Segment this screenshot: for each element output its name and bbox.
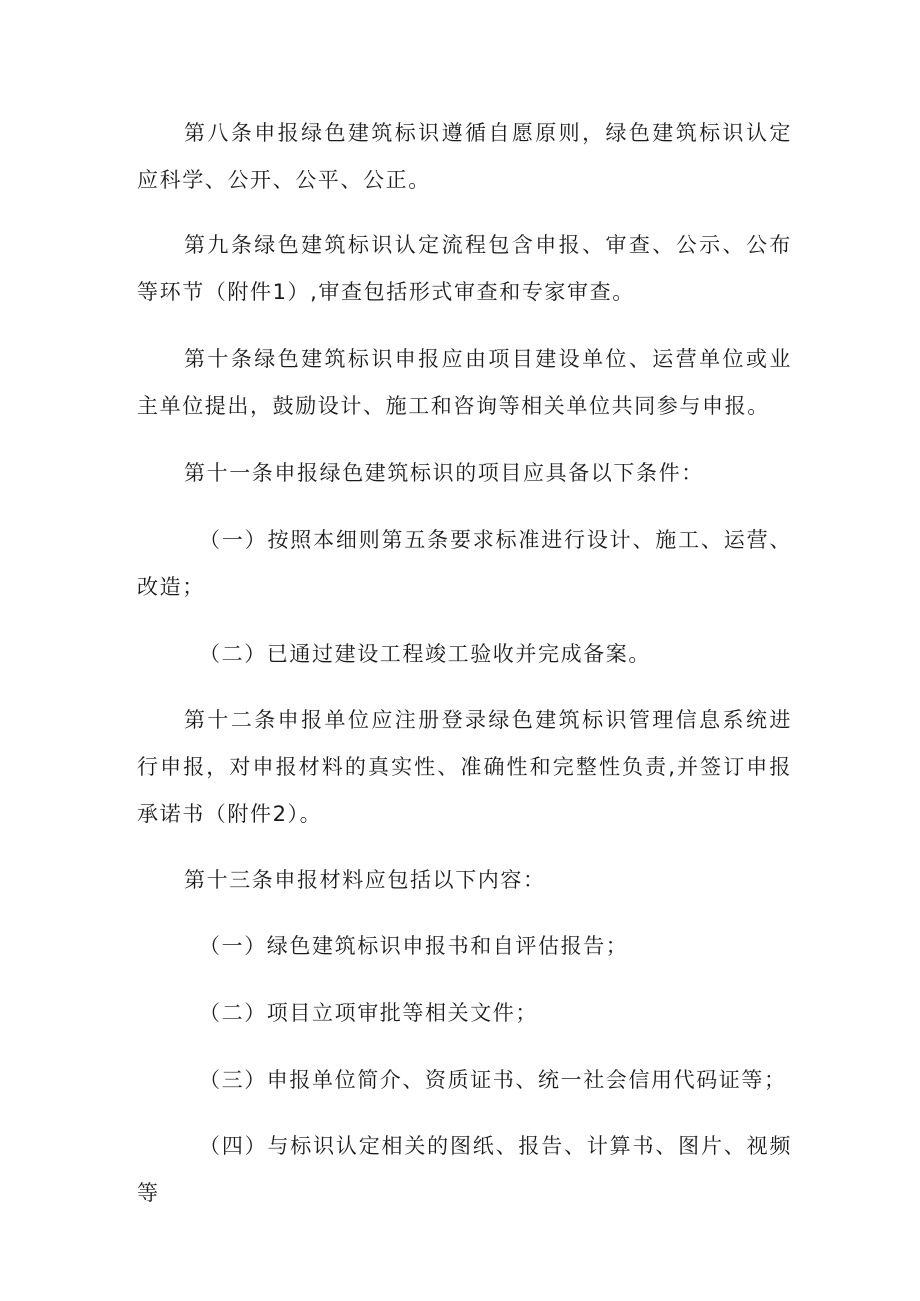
article-8-paragraph: 第八条申报绿色建筑标识遵循自愿原则，绿色建筑标识认定应科学、公开、公平、公正。 <box>137 121 792 192</box>
article-13-item-2: （二）项目立项审批等相关文件； <box>199 1001 538 1025</box>
article-10-paragraph: 第十条绿色建筑标识申报应由项目建设单位、运营单位或业主单位提出，鼓励设计、施工和咨询等相关单位共同参与申报。 <box>137 347 792 418</box>
article-11-item-1: （一）按照本细则第五条要求标准进行设计、施工、运营、改造； <box>137 528 792 599</box>
article-13-paragraph: 第十三条申报材料应包括以下内容： <box>184 868 546 892</box>
article-13-item-1: （一）绿色建筑标识申报书和自评估报告； <box>199 934 629 958</box>
article-12-paragraph: 第十二条申报单位应注册登录绿色建筑标识管理信息系统进行申报，对申报材料的真实性、准确性和完整性负责,并签订申报承诺书（附件2）。 <box>137 708 792 826</box>
article-9-paragraph: 第九条绿色建筑标识认定流程包含申报、审查、公示、公布等环节（附件1）,审查包括形式审查和专家审查。 <box>137 233 792 304</box>
article-13-item-4: （四）与标识认定相关的图纸、报告、计算书、图片、视频等 <box>137 1134 792 1205</box>
article-11-paragraph: 第十一条申报绿色建筑标识的项目应具备以下条件： <box>184 461 704 485</box>
article-11-item-2: （二）已通过建设工程竣工验收并完成备案。 <box>199 642 651 666</box>
article-13-item-3: （三）申报单位简介、资质证书、统一社会信用代码证等； <box>199 1068 787 1092</box>
